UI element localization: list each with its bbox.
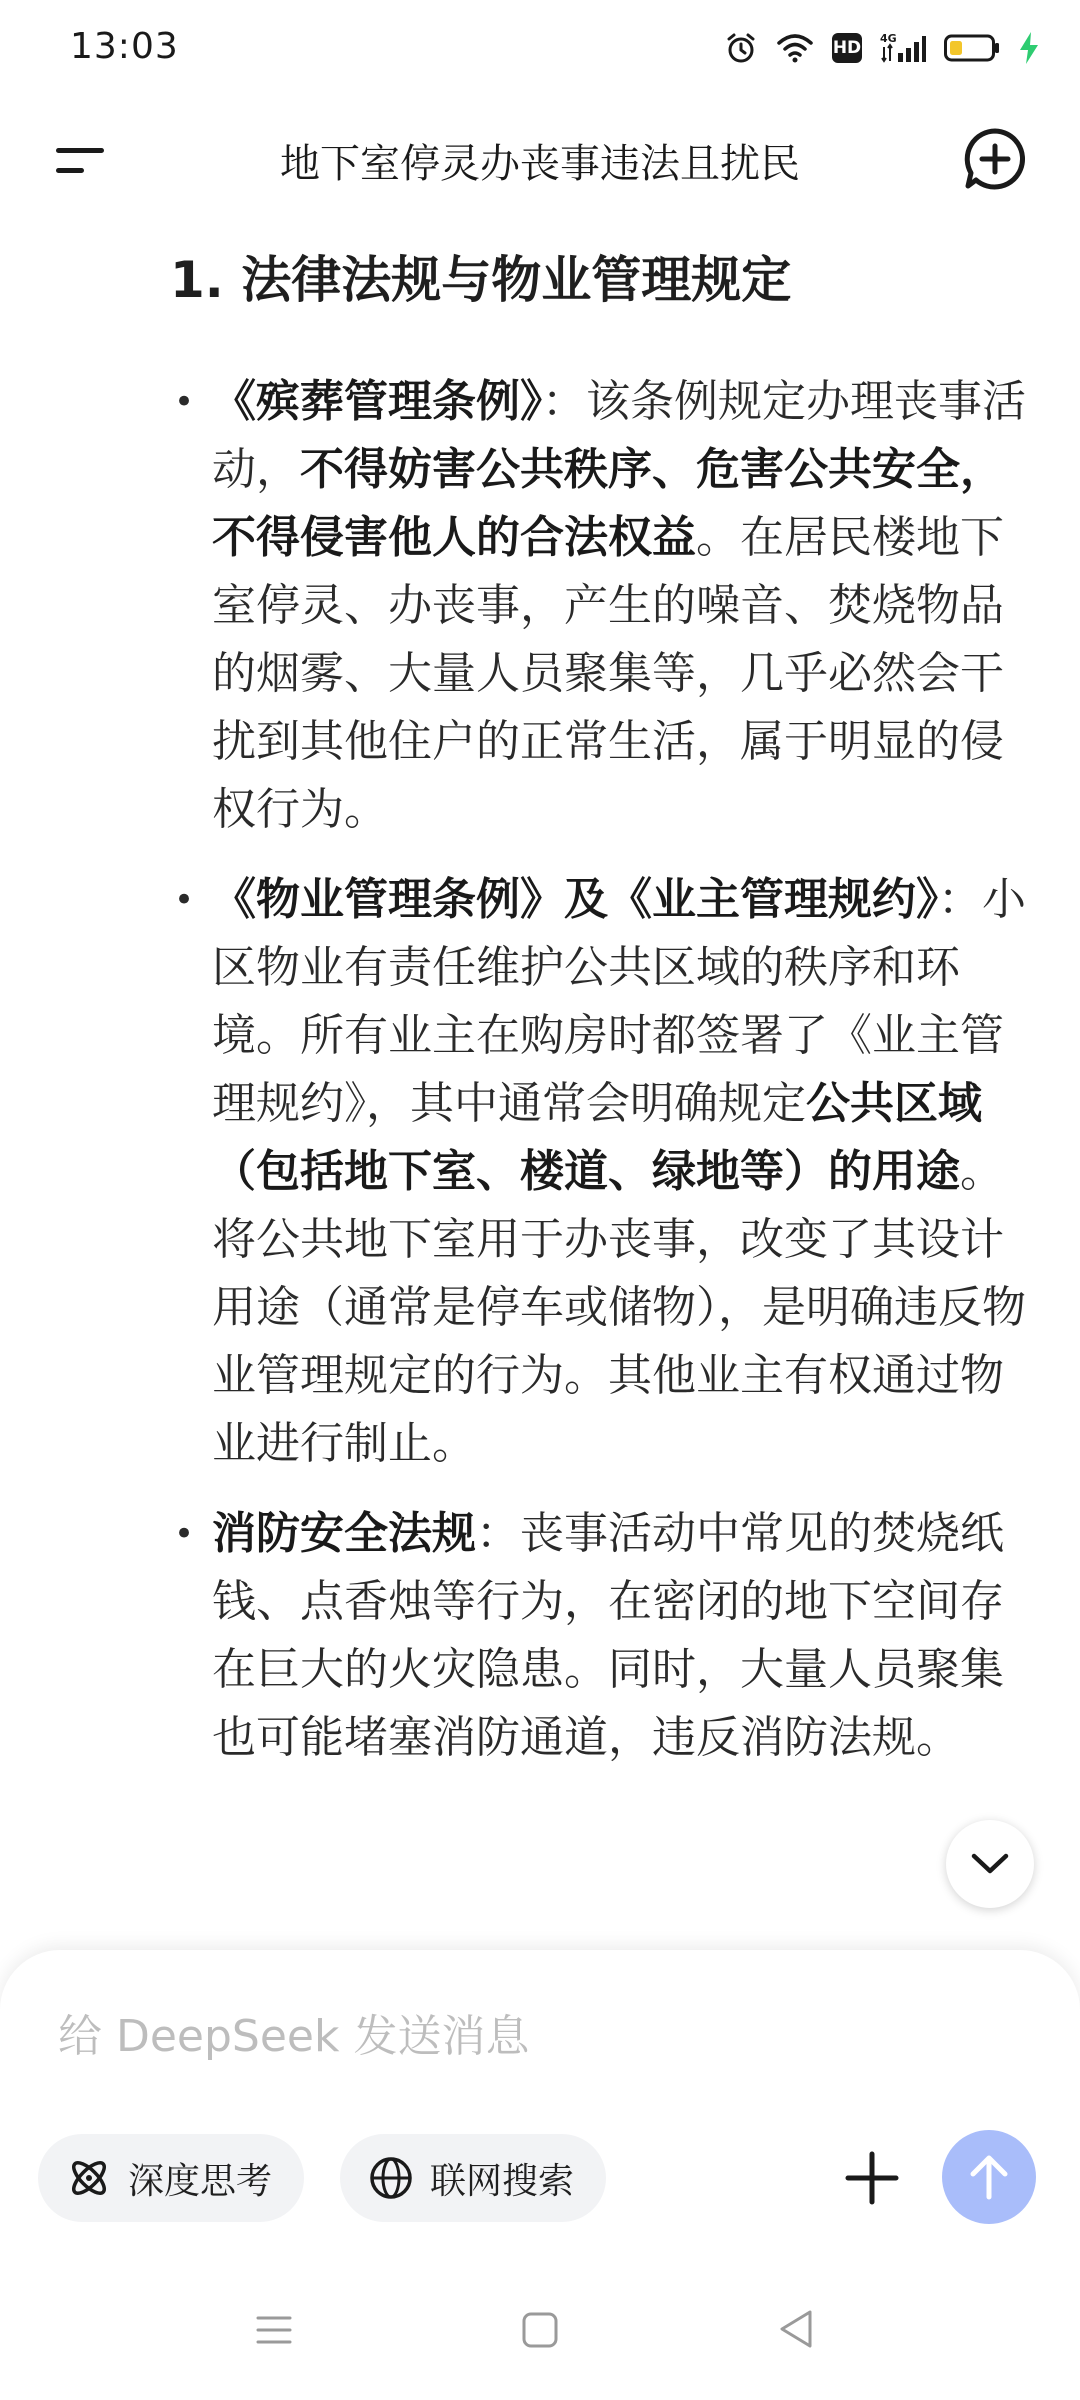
menu-icon [52, 134, 112, 186]
web-search-button[interactable] [340, 2134, 606, 2222]
hd-badge: HD [832, 33, 862, 63]
web-search-label: 联网搜索 [430, 2160, 575, 2202]
chat-message [170, 250, 1040, 1794]
body-text: ：小区物业有责任维护公共区域的秩序和环境。所有业主在购房时都签署了《业主管理规约》，其中通常会明确规定 [212, 874, 1026, 1129]
bold-text: 消防安全法规 [212, 1508, 476, 1559]
menu-button[interactable] [52, 134, 112, 186]
recent-apps-icon[interactable] [254, 2310, 294, 2350]
bullet-dot: • [174, 382, 195, 422]
page-title: 地下室停灵办丧事违法且扰民 [280, 141, 800, 187]
body-text: 。在居民楼地下室停灵、办丧事，产生的噪音、焚烧物品的烟雾、大量人员聚集等，几乎必然会干扰到其他住户的正常生活，属于明显的侵权行为。 [212, 512, 1004, 835]
section-heading: 1. 法律法规与物业管理规定 [170, 251, 792, 309]
new-chat-button[interactable] [962, 126, 1028, 192]
chevron-down-icon [970, 1852, 1010, 1876]
body-text: 。将公共地下室用于办丧事，改变了其设计用途（通常是停车或储物），是明确违反物业管理规定的行为。其他业主有权通过物业进行制止。 [212, 1146, 1026, 1469]
bold-text: 《殡葬管理条例》 [212, 376, 542, 427]
bullet-dot: • [174, 880, 195, 920]
list-item [170, 1500, 1040, 1772]
bullet-list [170, 368, 1040, 1772]
wifi-icon [776, 32, 814, 64]
body-text: ：丧事活动中常见的焚烧纸钱、点香烛等行为，在密闭的地下空间存在巨大的火灾隐患。同时，大量人员聚集也可能堵塞消防通道，违反消防法规。 [212, 1508, 1004, 1763]
plus-icon [840, 2146, 904, 2210]
arrow-up-icon [966, 2152, 1012, 2202]
status-time: 13:03 [70, 26, 179, 67]
bullet-dot: • [174, 1514, 195, 1554]
battery-icon [944, 33, 1000, 63]
deepthink-label: 深度思考 [128, 2160, 273, 2202]
signal-4g-icon [880, 31, 926, 65]
list-item [170, 866, 1040, 1478]
attach-button[interactable] [840, 2146, 904, 2210]
svg-text:4G: 4G [880, 32, 897, 45]
status-bar [0, 0, 1080, 96]
back-icon[interactable] [776, 2308, 816, 2350]
home-icon[interactable] [520, 2310, 560, 2350]
bold-text: 不得妨害公共秩序、危害公共安全，不得侵害他人的合法权益 [212, 444, 1004, 563]
body-text: ：该条例规定办理丧事活动， [212, 376, 1026, 495]
list-item [170, 368, 1040, 844]
new-chat-icon [962, 126, 1028, 192]
app-header [0, 110, 1080, 206]
send-button[interactable] [942, 2130, 1036, 2224]
system-nav-bar [0, 2290, 1080, 2380]
message-input[interactable] [58, 2006, 1018, 2066]
globe-icon [368, 2155, 414, 2201]
deepthink-atom-icon [66, 2155, 112, 2201]
status-icons [724, 26, 1040, 70]
bold-text: 《物业管理条例》及《业主管理规约》 [212, 874, 938, 925]
scroll-down-button[interactable] [946, 1820, 1034, 1908]
deepthink-button[interactable] [38, 2134, 304, 2222]
alarm-icon [724, 31, 758, 65]
bold-text: 公共区域（包括地下室、楼道、绿地等）的用途 [212, 1078, 982, 1197]
charging-icon [1018, 31, 1040, 65]
